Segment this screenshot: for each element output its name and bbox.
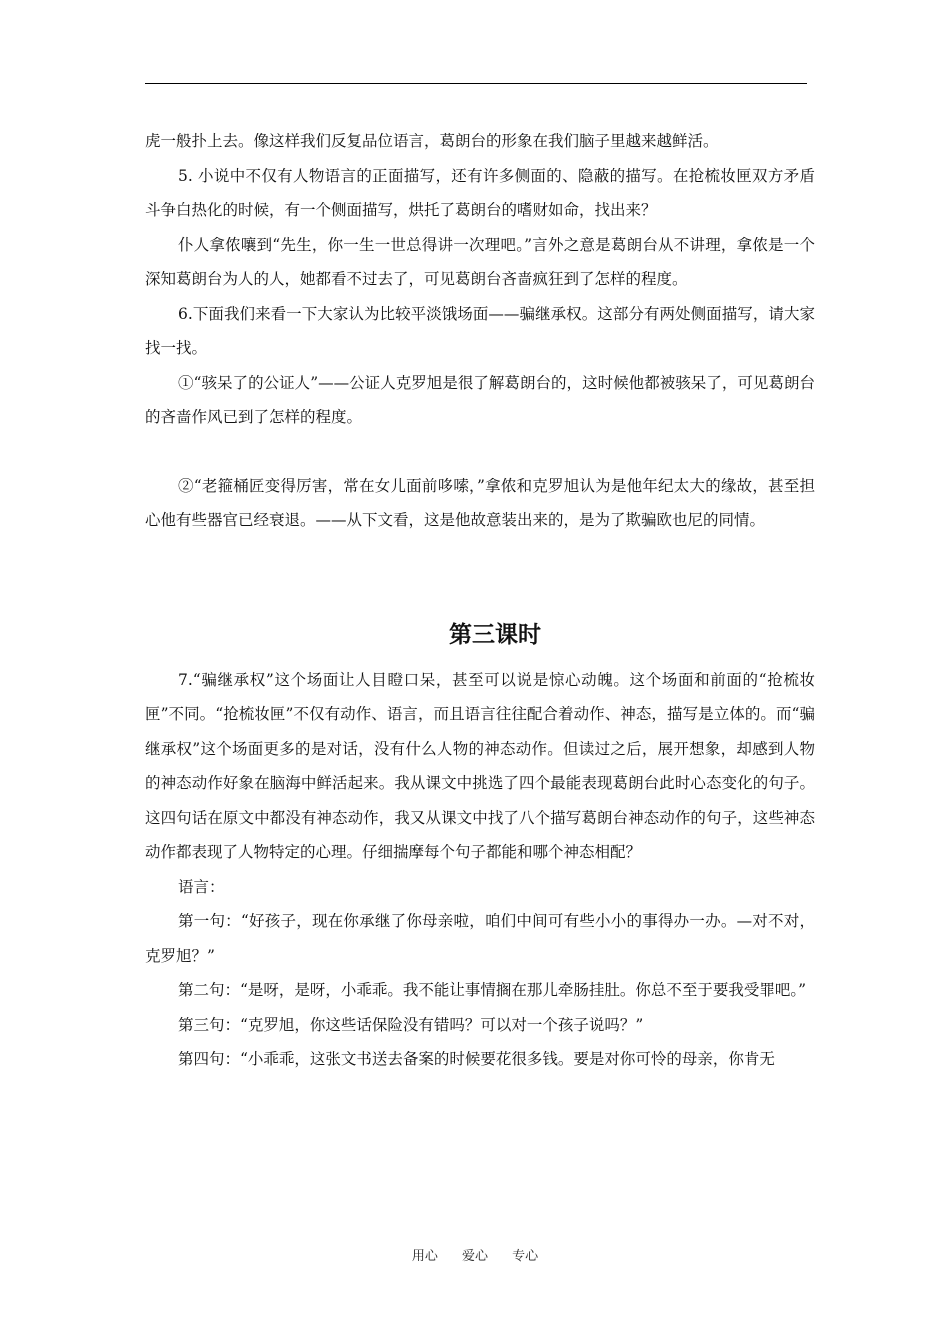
paragraph-answer-6-second: ②“老箍桶匠变得厉害，常在女儿面前哆嗦，”拿侬和克罗旭认为是他年纪太大的缘故，甚至担心他有些器官已经衰退。——从下文看，这是他故意装出来的，是为了欺骗欧也尼的同情。 — [145, 476, 815, 529]
paragraph-sentence-4: 第四句：“小乖乖，这张文书送去备案的时候要花很多钱。要是对你可怜的母亲，你肯无 — [178, 1050, 775, 1068]
header-rule — [145, 83, 807, 84]
spacer — [145, 538, 815, 607]
paragraph-language-label: 语言： — [178, 877, 225, 896]
paragraph-question-5: 5. 小说中不仅有人物语言的正面描写，还有许多侧面的、隐蔽的描写。在抢梳妆匣双方矛盾斗争白热化的时候，有一个侧面描写，烘托了葛朗台的嗜财如命，找出来？ — [145, 166, 815, 219]
paragraph-question-7: 7.“骗继承权”这个场面让人目瞪口呆，甚至可以说是惊心动魄。这个场面和前面的“抢梳妆匣”不同。“抢梳妆匣”不仅有动作、语言，而且语言往往配合着动作、神态，描写是立体的。而“骗继承权”这个场面更多的是对话，没有什么人物的神态动作。但读过之后，展开想象，却感到人物的神态动作好象在脑海中鲜活起来。我从课文中挑选了四个最能表现葛朗台此时心态变化的句子。这四句话在原文中都没有神态动作，我又从课文中找了八个描写葛朗台神态动作的句子，这些神态动作都表现了人物特定的心理。仔细揣摩每个句子都能和哪个神态相配？ — [145, 670, 815, 861]
paragraph-sentence-1: 第一句：“好孩子，现在你承继了你母亲啦，咱们中间可有些小小的事得办一办。—对不对，克罗旭？” — [145, 912, 815, 965]
paragraph-answer-6-first: ①“骇呆了的公证人”——公证人克罗旭是很了解葛朗台的，这时候他都被骇呆了，可见葛朗台的吝啬作风已到了怎样的程度。 — [145, 373, 815, 426]
paragraph-sentence-3: 第三句：“克罗旭，你这些话保险没有错吗？可以对一个孩子说吗？” — [178, 1015, 644, 1034]
document-body — [145, 124, 815, 1077]
spacer — [145, 435, 815, 469]
paragraph-sentence-2: 第二句：“是呀，是呀，小乖乖。我不能让事情搁在那儿牵肠挂肚。你总不至于要我受罪吧。” — [178, 981, 807, 999]
paragraph-1: 虎一般扑上去。像这样我们反复品位语言，葛朗台的形象在我们脑子里越来越鲜活。 — [145, 132, 719, 150]
section-title: 第三课时 — [449, 621, 541, 648]
page-footer: 用心 爱心 专心 — [411, 1249, 539, 1264]
paragraph-question-6: 6.下面我们来看一下大家认为比较平淡饿场面——骗继承权。这部分有两处侧面描写，请大家找一找。 — [145, 304, 815, 357]
paragraph-answer-5: 仆人拿侬嚷到“先生，你一生一世总得讲一次理吧。”言外之意是葛朗台从不讲理，拿侬是一个深知葛朗台为人的人，她都看不过去了，可见葛朗台吝啬疯狂到了怎样的程度。 — [145, 235, 815, 288]
